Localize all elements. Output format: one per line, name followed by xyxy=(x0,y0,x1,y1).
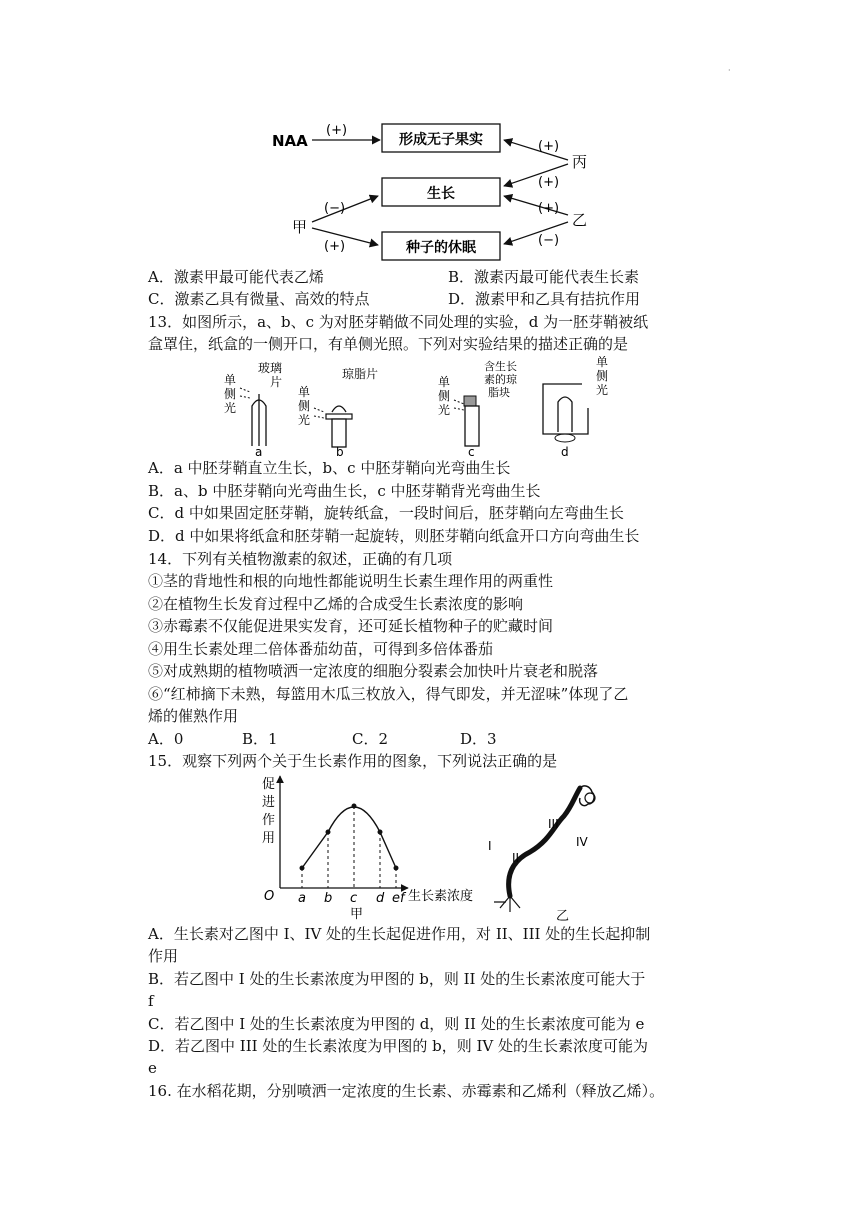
q14-option-c: C．2 xyxy=(352,730,389,748)
bent-plant-figure xyxy=(480,778,620,923)
q15-option-a-line2: 作用 xyxy=(148,947,179,965)
yi-label: 乙 xyxy=(572,211,588,229)
svg-text:侧: 侧 xyxy=(298,399,311,413)
svg-text:脂块: 脂块 xyxy=(488,386,510,399)
q14-option-d: D．3 xyxy=(460,730,497,748)
svg-text:侧: 侧 xyxy=(596,369,609,383)
q13-option-c: C．d 中如果固定胚芽鞘，旋转纸盒，一段时间后，胚芽鞘向左弯曲生长 xyxy=(148,504,624,522)
q12-option-a: A．激素甲最可能代表乙烯 xyxy=(148,268,324,286)
q14-statement-3: ③赤霉素不仅能促进果实发育，还可延长植物种子的贮藏时间 xyxy=(148,617,554,635)
q15-option-c: C．若乙图中 I 处的生长素浓度为甲图的 d，则 II 处的生长素浓度可能为 e xyxy=(148,1015,645,1033)
bing-plus-2: (+) xyxy=(538,175,560,190)
q15-option-d-line1: D．若乙图中 III 处的生长素浓度为甲图的 b，则 IV 处的生长素浓度可能为 xyxy=(148,1037,649,1055)
box-growth-label: 生长 xyxy=(427,186,455,202)
jia-label: 甲 xyxy=(292,218,308,236)
label-c: c xyxy=(468,445,475,456)
q14-statement-5: ⑤对成熟期的植物喷洒一定浓度的细胞分裂素会加快叶片衰老和脱落 xyxy=(148,662,599,680)
q14-statement-1: ①茎的背地性和根的向地性都能说明生长素生理作用的两重性 xyxy=(148,572,554,590)
bing-plus-1: (+) xyxy=(538,139,560,154)
yi-minus: (−) xyxy=(538,233,560,248)
q12-option-d: D．激素甲和乙具有拮抗作用 xyxy=(448,290,641,308)
q13-option-a: A．a 中胚芽鞘直立生长，b、c 中胚芽鞘向光弯曲生长 xyxy=(148,459,511,477)
svg-text:光: 光 xyxy=(224,401,237,415)
q14-option-b: B．1 xyxy=(242,730,278,748)
q13-option-b: B．a、b 中胚芽鞘向光弯曲生长，c 中胚芽鞘背光弯曲生长 xyxy=(148,482,541,500)
svg-text:单: 单 xyxy=(438,375,451,389)
tick-a: a xyxy=(298,891,306,906)
q14-stem: 14．下列有关植物激素的叙述，正确的有几项 xyxy=(148,550,453,568)
box-seed-dormancy-label: 种子的休眠 xyxy=(406,240,476,256)
jia-plus: (+) xyxy=(324,239,346,254)
q14-statement-4: ④用生长素处理二倍体番茄幼苗，可得到多倍体番茄 xyxy=(148,640,494,658)
ylabel-3: 作 xyxy=(262,813,276,828)
tick-f: f xyxy=(400,891,405,906)
tick-b: b xyxy=(324,891,333,906)
q14-option-a: A．0 xyxy=(148,730,184,748)
agar-label: 琼脂片 xyxy=(342,367,379,381)
q15-option-d-line2: e xyxy=(148,1059,157,1077)
tick-e: e xyxy=(392,891,400,906)
xlabel: 生长素浓度 xyxy=(408,889,474,904)
yi-plus: (+) xyxy=(538,201,560,216)
ylabel-2: 进 xyxy=(262,795,276,810)
bing-label: 丙 xyxy=(572,153,588,171)
svg-text:单: 单 xyxy=(298,385,311,399)
label-d: d xyxy=(561,445,569,456)
svg-text:素的琼: 素的琼 xyxy=(484,373,517,386)
q14-statement-6a: ⑥“红柿摘下未熟，每篮用木瓜三枚放入，得气即发，并无涩味”体现了乙 xyxy=(148,685,629,703)
tick-c: c xyxy=(350,891,358,906)
q15-stem: 15．观察下列两个关于生长素作用的图象，下列说法正确的是 xyxy=(148,752,558,770)
graph-caption: 甲 xyxy=(350,907,364,922)
q15-option-b-line1: B．若乙图中 I 处的生长素浓度为甲图的 b，则 II 处的生长素浓度可能大于 xyxy=(148,970,646,988)
box-seedless-fruit-label: 形成无子果实 xyxy=(399,132,483,148)
naa-label: NAA xyxy=(272,132,308,150)
corner-mark: · xyxy=(728,66,731,75)
plant-label-2: II xyxy=(512,851,520,865)
svg-text:侧: 侧 xyxy=(438,389,451,403)
svg-text:玻璃: 玻璃 xyxy=(258,361,283,375)
label-b: b xyxy=(336,445,344,456)
jia-minus: (−) xyxy=(324,201,346,216)
coleoptile-experiment-figure xyxy=(218,356,618,456)
svg-text:单: 单 xyxy=(224,373,237,387)
plant-label-3: III xyxy=(548,817,559,831)
q13-stem-line1: 13．如图所示，a、b、c 为对胚芽鞘做不同处理的实验，d 为一胚芽鞘被纸 xyxy=(148,313,649,331)
q14-statement-6b: 烯的催熟作用 xyxy=(148,707,239,725)
svg-text:单: 单 xyxy=(596,356,609,369)
naa-plus: (+) xyxy=(326,123,348,138)
label-a: a xyxy=(255,445,263,456)
plant-caption: 乙 xyxy=(556,909,570,923)
plant-label-4: IV xyxy=(576,835,588,849)
q15-option-a-line1: A．生长素对乙图中 I、IV 处的生长起促进作用，对 II、III 处的生长起抑制 xyxy=(148,925,651,943)
auxin-concentration-graph xyxy=(258,772,488,922)
q12-option-b: B．激素丙最可能代表生长素 xyxy=(448,268,640,286)
q12-option-c: C．激素乙具有微量、高效的特点 xyxy=(148,290,370,308)
q15-option-b-line2: f xyxy=(148,992,154,1010)
svg-text:含生长: 含生长 xyxy=(484,360,517,373)
svg-text:光: 光 xyxy=(596,383,609,397)
plant-label-1: I xyxy=(488,839,492,853)
svg-text:光: 光 xyxy=(298,413,311,427)
hormone-relationship-diagram xyxy=(268,112,598,262)
ylabel-1: 促 xyxy=(262,777,276,792)
q13-stem-line2: 盒罩住，纸盒的一侧开口，有单侧光照。下列对实验结果的描述正确的是 xyxy=(148,335,629,353)
tick-d: d xyxy=(376,891,385,906)
q16-stem: 16. 在水稻花期，分别喷洒一定浓度的生长素、赤霉素和乙烯利（释放乙烯）。 xyxy=(148,1082,665,1100)
q14-statement-2: ②在植物生长发育过程中乙烯的合成受生长素浓度的影响 xyxy=(148,595,524,613)
svg-text:片: 片 xyxy=(270,375,283,389)
origin-label: O xyxy=(264,889,275,904)
svg-text:侧: 侧 xyxy=(224,387,237,401)
q13-option-d: D．d 中如果将纸盒和胚芽鞘一起旋转，则胚芽鞘向纸盒开口方向弯曲生长 xyxy=(148,527,640,545)
ylabel-4: 用 xyxy=(262,831,276,846)
svg-text:光: 光 xyxy=(438,403,451,417)
